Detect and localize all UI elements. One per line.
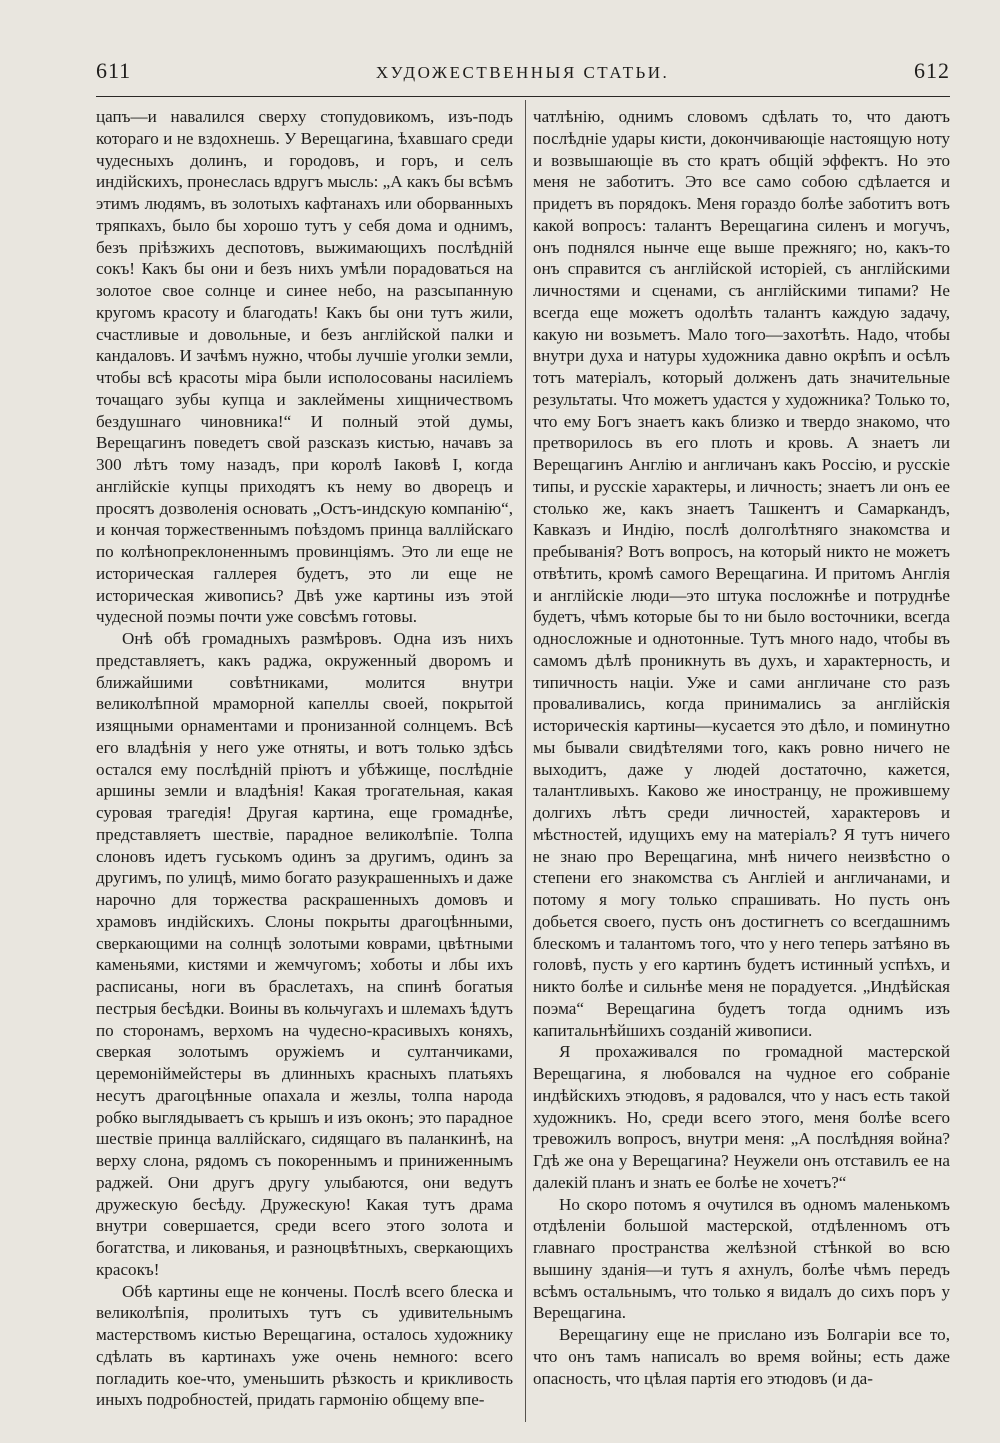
paragraph: Верещагину еще не прислано изъ Болгаріи все то, что онъ тамъ написалъ во время войны; есть даже опасность, что цѣлая партія его этюдовъ (и да- — [533, 1325, 950, 1388]
paragraph: чатлѣнію, однимъ словомъ сдѣлать то, что даютъ послѣдніе удары кисти, докончивающіе настоящую ноту и возвышающіе въ сто кратъ общій эффектъ. Но это меня не заботитъ. Это все само собою сдѣлается и придетъ въ порядокъ. Меня гораздо болѣе заботитъ вотъ какой вопросъ: талантъ Верещагина силенъ и могучъ, онъ поднялся нынче еще выше прежняго; но, какъ-то онъ справится съ англійской исторіей, съ англійскими личностями и сценами, съ англійскими типами? Не всегда еще можетъ одолѣть талантъ каждую задачу, какую ни возьметъ. Мало того—захотѣть. Надо, чтобы внутри духа и натуры художника давно окрѣпъ и осѣлъ тотъ матеріалъ, который долженъ дать значительные результаты. Что можетъ удастся у художника? Только то, что ему Богъ знаетъ какъ близко и твердо знакомо, что претворилось въ его плоть и кровь. А знаетъ ли Верещагинъ Англію и англичанъ какъ Россію, и русскіе типы, и русскіе характеры, и личность; знаетъ ли онъ ее столько же, какъ знаетъ Ташкентъ и Самаркандъ, Кавказъ и Индію, послѣ долголѣтняго знакомства и пребыванія? Вотъ вопросъ, на который никто не можетъ отвѣтить, кромѣ самого Верещагина. И притомъ Англія и англійскіе люди—это штука посложнѣе и потруднѣе будетъ, чѣмъ которые бы то ни было восточники, всегда односложные и однотонные. Тутъ много надо, чтобы въ самомъ дѣлѣ проникнуть въ духъ, и характерность, и типичность націи. Уже и сами англичане сто разъ проваливались, когда принимались за англійскія историческія картины—кусается это дѣло, и поминутно мы бывали свидѣтелями того, какъ ровно ничего не выходитъ, даже у людей достаточно, кажется, талантливыхъ. Каково же иностранцу, не прожившему долгихъ лѣтъ среди личностей, характеровъ и мѣстностей, идущихъ ему на матеріалъ? Я тутъ ничего не знаю про Верещагина, мнѣ ничего неизвѣстно о степени его знакомства съ Англіей и англичанами, и потому я могу только спрашивать. Но пусть онъ добьется своего, пусть онъ достигнетъ со всегдашнимъ блескомъ и талантомъ того, что у него теперь затѣяно въ головѣ, пусть у его картинъ будетъ истинный успѣхъ, и никто болѣе и сильнѣе меня не порадуется. „Индѣйская поэма“ Верещагина будетъ тогда однимъ изъ капитальнѣйшихъ созданій живописи. — [533, 107, 950, 1040]
running-title: ХУДОЖЕСТВЕННЫЯ СТАТЬИ. — [375, 63, 670, 82]
left-column — [96, 106, 513, 1411]
header-rule — [96, 96, 950, 97]
right-column — [533, 106, 950, 1389]
paragraph: цапъ—и навалился сверху стопудовикомъ, изъ-подъ котораго и не вздохнешь. У Верещагина, ѣхавшаго среди чудесныхъ долинъ, и городовъ, и горъ, и селъ индійскихъ, пронеслась вдругъ мысль: „А какъ бы всѣмъ этимъ людямъ, въ золотыхъ кафтанахъ или оборванныхъ тряпкахъ, было бы хорошо тутъ у себя дома и однимъ, безъ прiѣзжихъ деспотовъ, выжимающихъ послѣднiй сокъ! Какъ бы они и безъ нихъ умѣли порадоваться на золотое свое солнце и синее небо, на разсыпанную кругомъ красоту и благодать! Какъ бы они тутъ жили, счастливые и довольные, и безъ англійской палки и кандаловъ. И зачѣмъ нужно, чтобы лучшіе уголки земли, чтобы всѣ красоты міра были исполосованы насиліемъ точащаго зубы купца и заклеймены хищничествомъ бездушнаго чиновника!“ И полный этой думы, Верещагинъ поведетъ свой разсказъ кистью, начавъ за 300 лѣтъ тому назадъ, при королѣ Іаковѣ I, когда англійскіе купцы приходятъ къ нему во дворецъ и просятъ дозволенія основать „Остъ-индскую компанію“, и кончая торжественнымъ поѣздомъ принца валлійскаго по колѣнопреклоненнымъ провинціямъ. Это ли еще не историческая галлерея будетъ, это ли еще не историческая живопись? Двѣ уже картины изъ этой чудесной поэмы почти уже совсѣмъ готовы. — [96, 107, 513, 627]
left-page-number: 611 — [96, 58, 132, 83]
right-page-number: 612 — [913, 58, 950, 83]
paragraph: Обѣ картины еще не кончены. Послѣ всего блеска и великолѣпія, пролитыхъ тутъ съ удивительнымъ мастерствомъ кистью Верещагина, осталось художнику сдѣлать въ картинахъ уже очень немного: всего погладить кое-что, уменьшить рѣзкость и крикливость иныхъ подробностей, придать гармонію общему впе- — [96, 1281, 513, 1410]
paragraph: Но скоро потомъ я очутился въ одномъ маленькомъ отдѣленіи большой мастерской, отдѣленномъ отъ главнаго пространства желѣзной стѣнкой во всю вышину зданія—и тутъ я ахнулъ, болѣе чѣмъ передъ всѣмъ остальнымъ, что только я видалъ до сихъ поръ у Верещагина. — [533, 1194, 950, 1323]
paragraph: Онѣ обѣ громадныхъ размѣровъ. Одна изъ нихъ представляетъ, какъ раджа, окруженный дворомъ и ближайшими совѣтниками, молится внутри великолѣпной мраморной капеллы своей, покрытой изящными орнаментами и пронизанной солнцемъ. Всѣ его владѣнія у него уже отняты, и вотъ только здѣсь остался ему послѣдній пріютъ и убѣжище, послѣдніе аршины земли и владѣнія! Какая трогательная, какая суровая трагедія! Другая картина, еще громаднѣе, представляетъ шествіе, парадное великолѣпіе. Толпа слоновъ идетъ гуськомъ одинъ за другимъ, одинъ за другимъ, по улицѣ, мимо богато разукрашенныхъ и даже нарочно для торжества раскрашенныхъ домовъ и храмовъ индійскихъ. Слоны покрыты драгоцѣнными, сверкающими на солнцѣ золотыми коврами, цвѣтными каменьями, кистями и жемчугомъ; хоботы и лбы ихъ расписаны, ноги въ браслетахъ, на спинѣ богатыя пестрыя бесѣдки. Воины въ кольчугахъ и шлемахъ ѣдутъ по сторонамъ, верхомъ на чудесно-красивыхъ коняхъ, сверкая золотымъ оружіемъ и султанчиками, церемоніймейстеры въ длинныхъ красныхъ платьяхъ несутъ драгоцѣнные опахала и жезлы, толпа народа робко выглядываетъ съ крышъ и изъ оконъ; это парадное шествіе принца валлійскаго, сидящаго въ паланкинѣ, на верху слона, рядомъ съ покореннымъ и приниженнымъ раджей. Они другъ другу улыбаются, они ведутъ дружескую бесѣду. Дружескую! Какая тутъ драма внутри совершается, среди всего этого золота и богатства, и ликованья, и разноцвѣтныхъ, сверкающихъ красокъ! — [96, 629, 513, 1279]
running-header — [96, 58, 950, 88]
column-divider — [525, 100, 526, 1422]
paragraph: Я прохаживался по громадной мастерской Верещагина, я любовался на чудное его собраніе индѣйскихъ этюдовъ, я радовался, что у насъ есть такой художникъ. Но, среди всего этого, меня болѣе всего тревожилъ вопросъ, внутри меня: „А послѣдняя война? Гдѣ же она у Верещагина? Неужели онъ отставилъ ее на далекій планъ и знать ее болѣе не хочетъ?“ — [533, 1042, 950, 1192]
